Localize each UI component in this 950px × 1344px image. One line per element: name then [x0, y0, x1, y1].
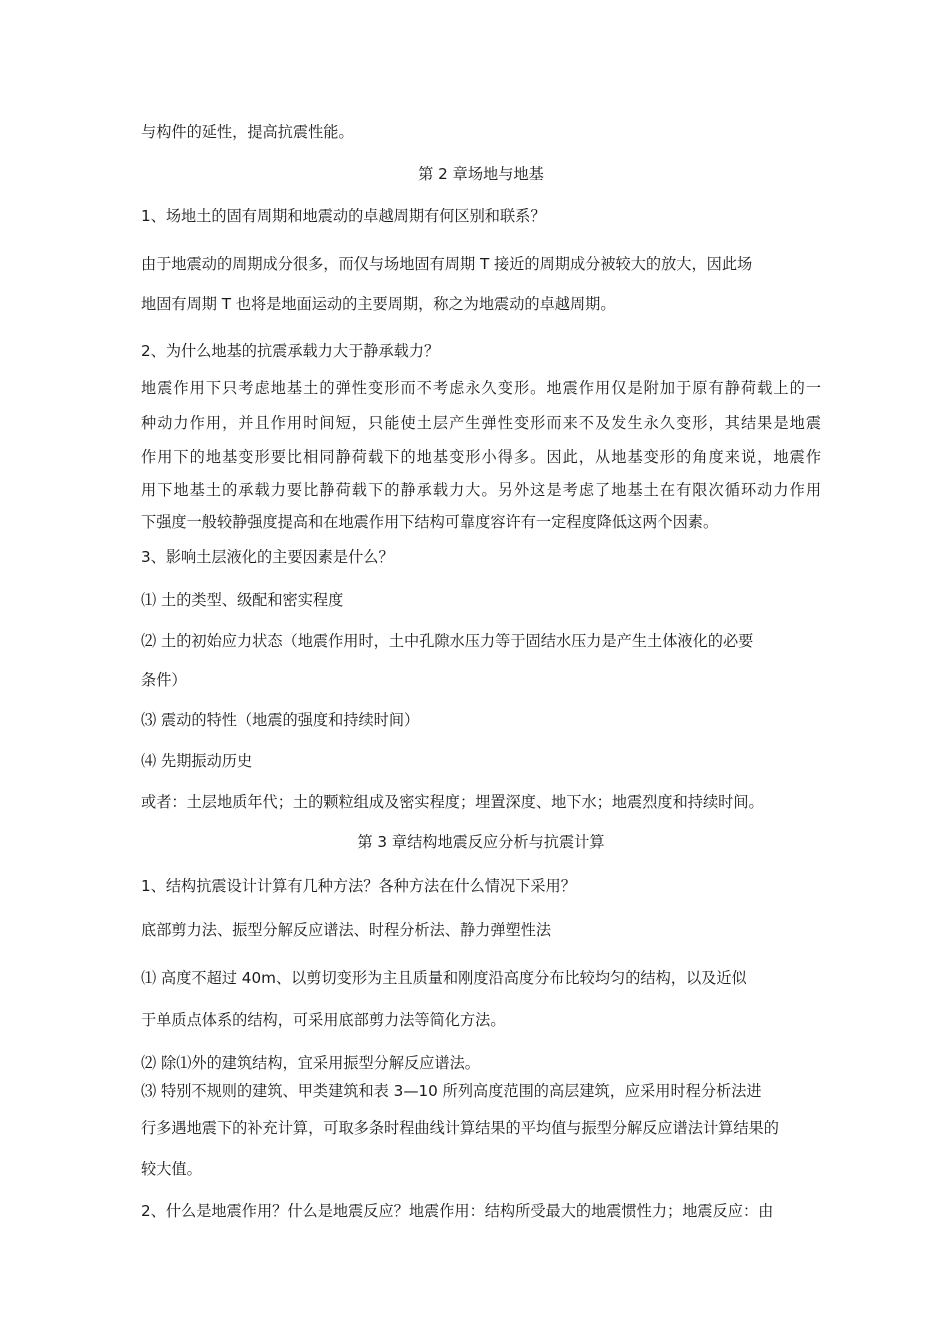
text-line: 用下地基土的承载力要比静荷载下的静承载力大。另外这是考虑了地基土在有限次循环动力作用 — [141, 481, 821, 499]
text-line: 与构件的延性，提高抗震性能。 — [141, 123, 354, 141]
text-line: 由于地震动的周期成分很多，而仅与场地固有周期 T 接近的周期成分被较大的放大，因此场 — [141, 255, 753, 273]
question-4: 1、结构抗震设计计算有几种方法？各种方法在什么情况下采用？ — [141, 877, 576, 895]
question-2: 2、为什么地基的抗震承载力大于静承载力？ — [141, 342, 440, 360]
list-item: ⑴ 土的类型、级配和密实程度 — [141, 591, 344, 609]
question-3: 3、影响土层液化的主要因素是什么？ — [141, 548, 394, 566]
list-item: ⑴ 高度不超过 40m、以剪切变形为主且质量和刚度沿高度分布比较均匀的结构，以及近似 — [141, 969, 747, 987]
list-item: ⑶ 震动的特性（地震的强度和持续时间） — [141, 711, 420, 729]
text-line: 种动力作用，并且作用时间短，只能使土层产生弹性变形而来不及发生永久变形，其结果是地震 — [141, 414, 821, 432]
text-line: 底部剪力法、振型分解反应谱法、时程分析法、静力弹塑性法 — [141, 921, 552, 939]
question-1: 1、场地土的固有周期和地震动的卓越周期有何区别和联系？ — [141, 207, 546, 225]
question-5: 2、什么是地震作用？什么是地震反应？地震作用：结构所受最大的地震惯性力；地震反应：由 — [141, 1202, 774, 1220]
chapter-2-heading: 第 2 章场地与地基 — [418, 165, 544, 183]
list-item: ⑶ 特别不规则的建筑、甲类建筑和表 3—10 所列高度范围的高层建筑，应采用时程分析法进 — [141, 1082, 762, 1100]
text-line: 下强度一般较静强度提高和在地震作用下结构可靠度容许有一定程度降低这两个因素。 — [141, 513, 719, 531]
text-line: 地固有周期 T 也将是地面运动的主要周期，称之为地震动的卓越周期。 — [141, 295, 616, 313]
list-item: ⑷ 先期振动历史 — [141, 752, 253, 770]
list-item: ⑵ 除⑴外的建筑结构，宜采用振型分解反应谱法。 — [141, 1054, 480, 1072]
text-line: 作用下的地基变形要比相同静荷载下的地基变形小得多。因此，从地基变形的角度来说，地震作 — [141, 448, 821, 466]
chapter-3-heading: 第 3 章结构地震反应分析与抗震计算 — [357, 833, 605, 851]
list-item: ⑵ 土的初始应力状态（地震作用时，土中孔隙水压力等于固结水压力是产生土体液化的必要 — [141, 632, 754, 650]
text-line: 地震作用下只考虑地基土的弹性变形而不考虑永久变形。地震作用仅是附加于原有静荷载上的一 — [141, 379, 821, 397]
text-line: 较大值。 — [141, 1160, 202, 1178]
text-line: 于单质点体系的结构，可采用底部剪力法等简化方法。 — [141, 1011, 506, 1029]
text-line: 或者：土层地质年代；土的颗粒组成及密实程度；埋置深度、地下水；地震烈度和持续时间。 — [141, 793, 764, 811]
text-line: 条件） — [141, 671, 187, 689]
text-line: 行多遇地震下的补充计算，可取多条时程曲线计算结果的平均值与振型分解反应谱法计算结果的 — [141, 1119, 779, 1137]
